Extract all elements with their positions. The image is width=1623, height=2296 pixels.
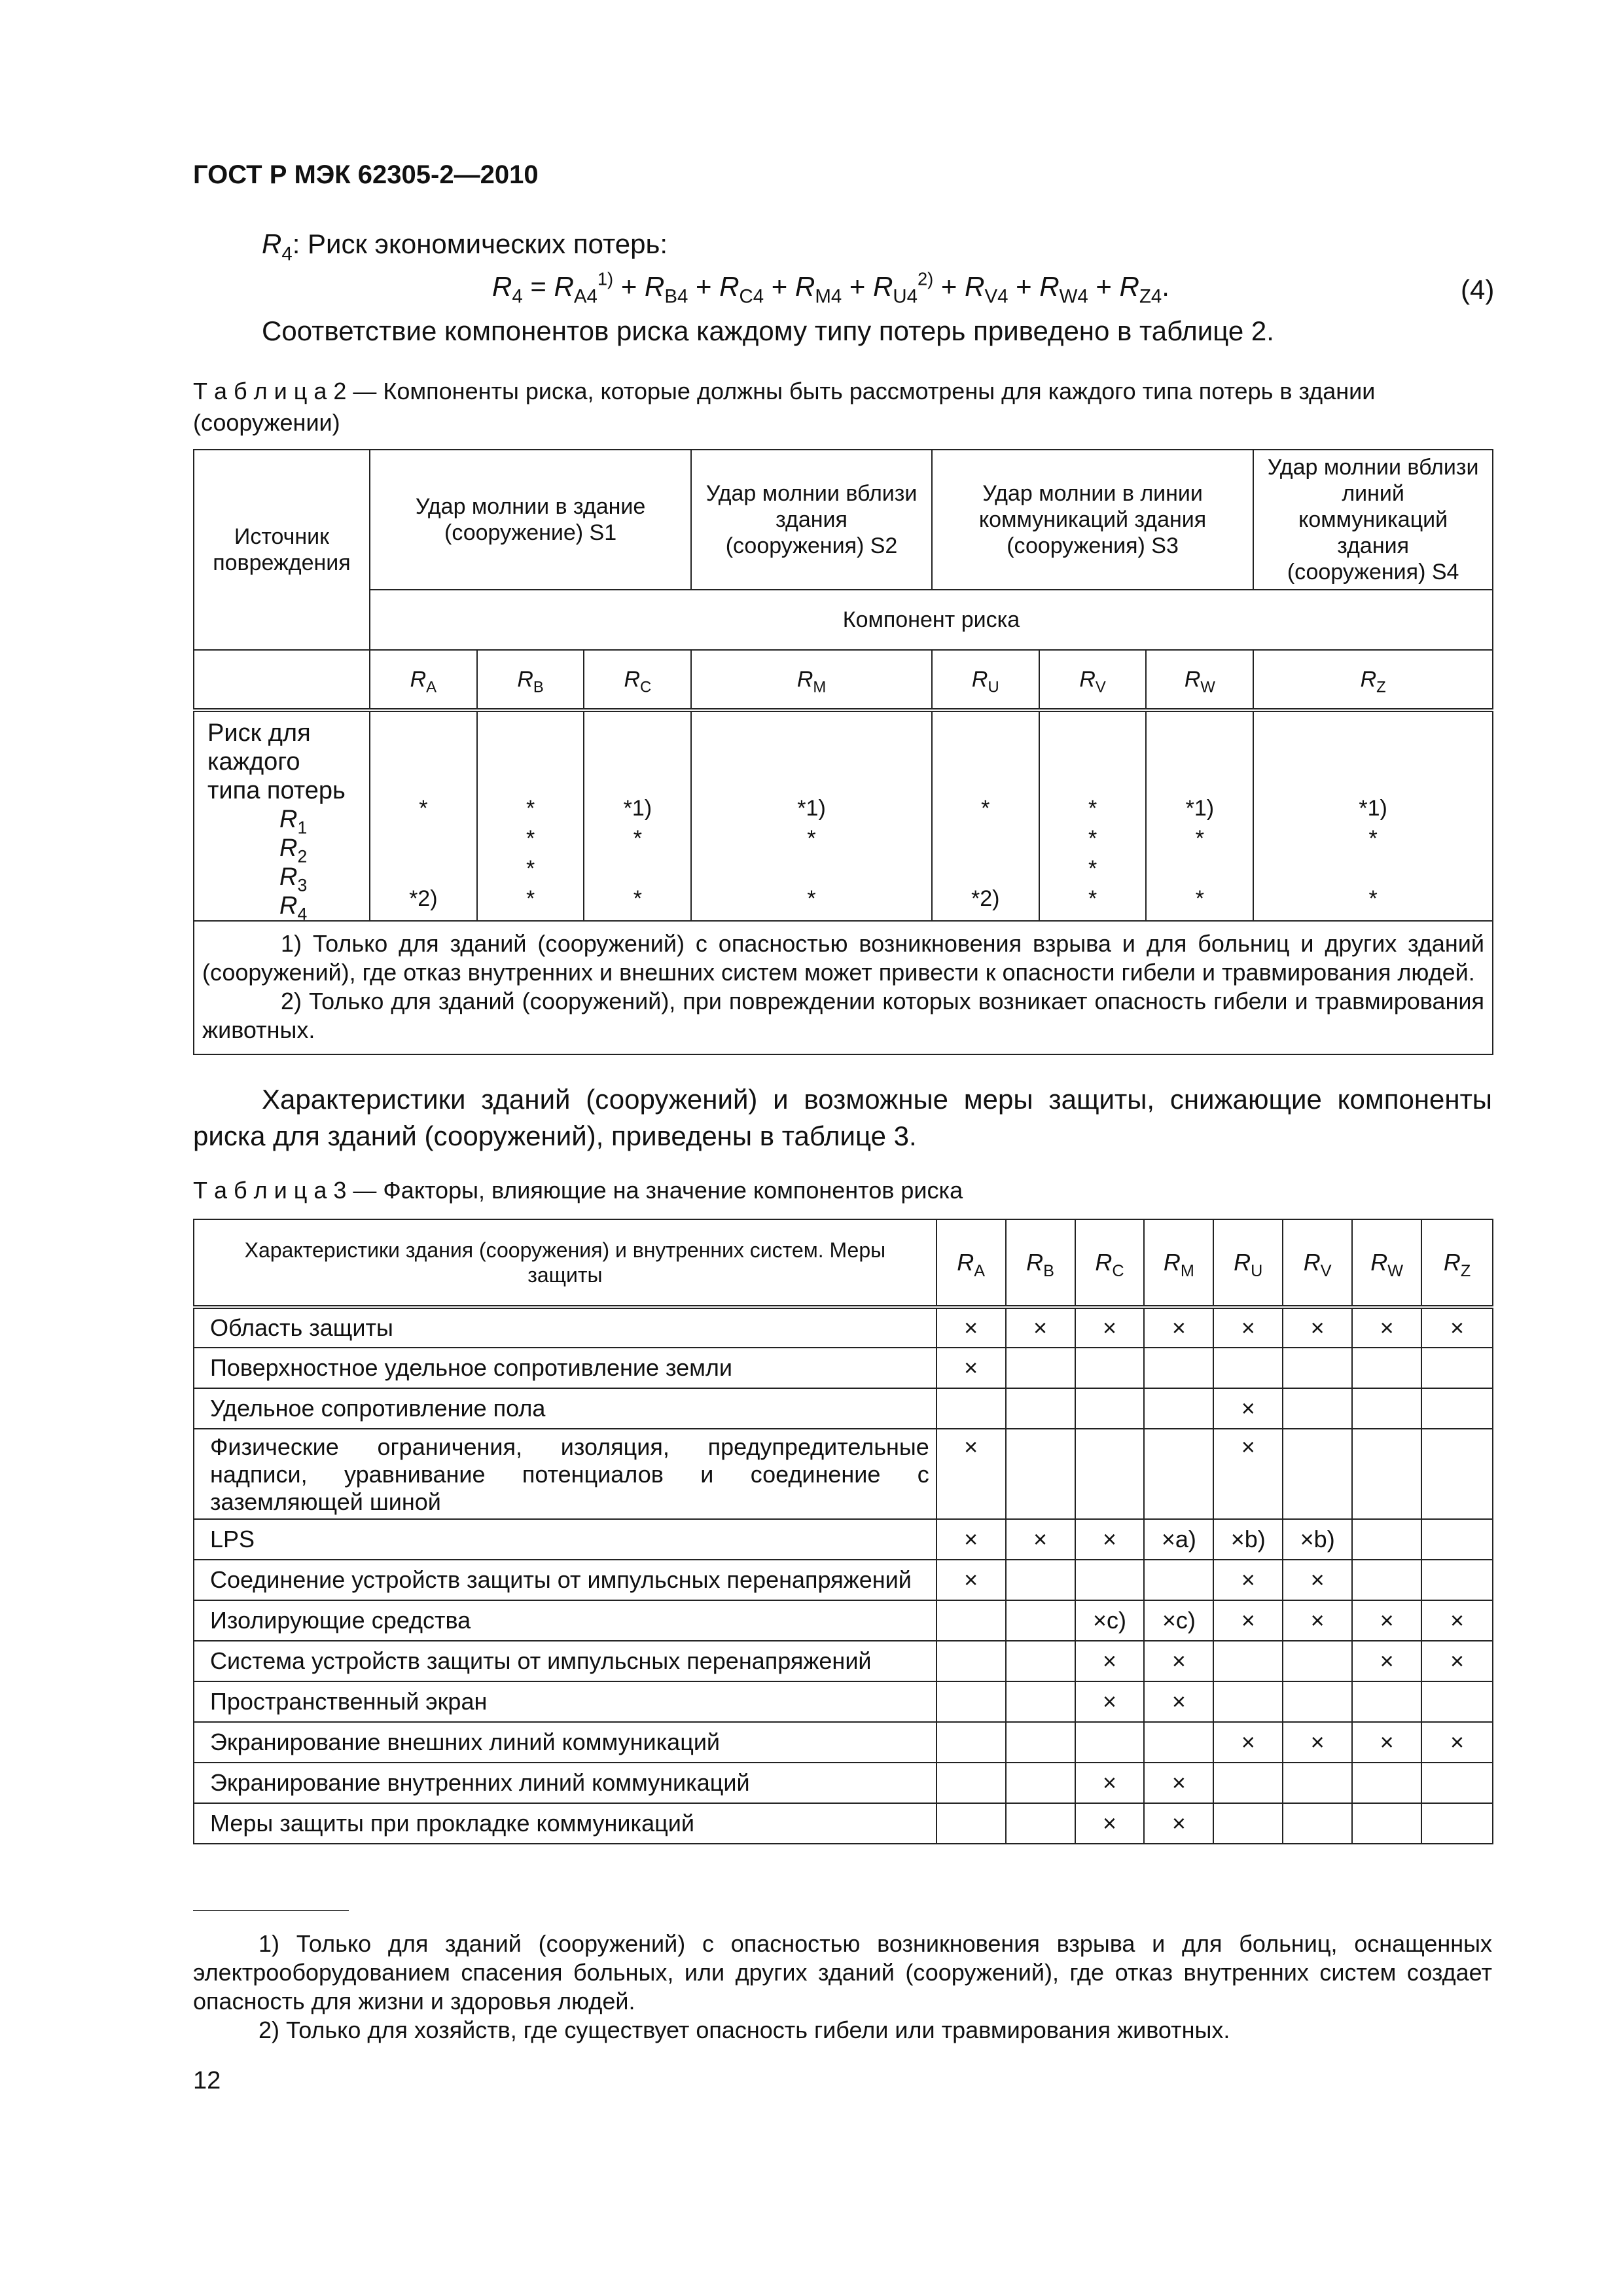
factor-mark [1075, 1560, 1145, 1600]
factor-mark: × [936, 1560, 1006, 1600]
table3-body [194, 1307, 1493, 1844]
factor-mark [1283, 1681, 1352, 1722]
factor-mark: × [1075, 1763, 1145, 1803]
factor-mark [1006, 1600, 1075, 1641]
factor-mark: × [936, 1519, 1006, 1560]
factor-label: Пространственный экран [194, 1681, 936, 1722]
r4-label: $R_4$: Риск экономических потерь: [262, 228, 668, 265]
factor-mark [1421, 1681, 1493, 1722]
marks-rv: * * * * [1039, 710, 1147, 921]
comp-ra: $R_A$ [370, 650, 477, 710]
risk-r2: $R_2$ [279, 834, 308, 867]
footnotes [193, 1929, 1492, 2045]
factor-mark [1213, 1641, 1283, 1681]
table3-caption-text: — Факторы, влияющие на значение компонентов риска [346, 1177, 963, 1204]
factor-mark [1352, 1681, 1421, 1722]
table-row [194, 1763, 1493, 1803]
factor-mark: ×b) [1283, 1519, 1352, 1560]
component-header: Компонент риска [370, 590, 1493, 650]
factor-mark [1213, 1348, 1283, 1388]
table-row [194, 1348, 1493, 1388]
factor-mark: × [1421, 1641, 1493, 1681]
comp-rz: $R_Z$ [1253, 650, 1493, 710]
factor-mark: × [1283, 1307, 1352, 1348]
factor-mark: × [1421, 1307, 1493, 1348]
table2-caption-prefix: Т а б л и ц а 2 [193, 378, 347, 404]
t3-comp-rc: $R_C$ [1075, 1219, 1145, 1307]
t3-comp-rw: $R_W$ [1352, 1219, 1421, 1307]
table-row [194, 1641, 1493, 1681]
factor-mark: × [1352, 1600, 1421, 1641]
factor-mark [1352, 1429, 1421, 1519]
factor-mark: × [1213, 1307, 1283, 1348]
factor-mark [1283, 1348, 1352, 1388]
table-row [194, 1388, 1493, 1429]
source-header: Источник повреждения [194, 450, 370, 650]
comp-rm: $R_M$ [691, 650, 932, 710]
factor-mark [1006, 1348, 1075, 1388]
factor-label: Изолирующие средства [194, 1600, 936, 1641]
marks-rz: *1) * * [1253, 710, 1493, 921]
factor-mark: × [1352, 1641, 1421, 1681]
risk-r4: $R_4$ [279, 892, 308, 924]
factor-mark: × [1006, 1307, 1075, 1348]
factor-label: Экранирование внешних линий коммуникаций [194, 1722, 936, 1763]
factor-mark [1421, 1429, 1493, 1519]
factor-mark [1283, 1388, 1352, 1429]
factor-mark [1421, 1560, 1493, 1600]
table-row [194, 1722, 1493, 1763]
factor-mark [1421, 1519, 1493, 1560]
factor-mark [1075, 1348, 1145, 1388]
comp-ru: $R_U$ [932, 650, 1039, 710]
table-row [194, 1600, 1493, 1641]
document-header: ГОСТ Р МЭК 62305-2—2010 [193, 160, 539, 189]
component-spacer [194, 650, 370, 710]
factor-label: Поверхностное удельное сопротивление земли [194, 1348, 936, 1388]
factor-mark [1352, 1519, 1421, 1560]
factor-mark: × [1213, 1600, 1283, 1641]
table-row [194, 1681, 1493, 1722]
marks-rw: *1) * * [1146, 710, 1253, 921]
factor-mark [1006, 1560, 1075, 1600]
factor-mark: × [936, 1429, 1006, 1519]
comp-rc: $R_C$ [584, 650, 691, 710]
factor-mark: ×c) [1075, 1600, 1145, 1641]
comp-rw: $R_W$ [1146, 650, 1253, 710]
footnote-2: 2) Только для хозяйств, где существует опасность гибели или травмирования животных. [259, 2017, 1230, 2043]
marks-ru: * *2) [932, 710, 1039, 921]
comp-rv: $R_V$ [1039, 650, 1147, 710]
t3-comp-rm: $R_M$ [1144, 1219, 1213, 1307]
s3-header: Удар молнии в линии коммуникаций здания (сооружения) S3 [932, 450, 1253, 590]
table-3 [193, 1219, 1493, 1844]
factor-mark [1421, 1388, 1493, 1429]
factor-mark: × [1144, 1681, 1213, 1722]
table3-caption [193, 1175, 963, 1206]
table-row [194, 1560, 1493, 1600]
factor-mark [1213, 1803, 1283, 1844]
factor-mark [1075, 1429, 1145, 1519]
factor-mark [1075, 1388, 1145, 1429]
factor-mark [936, 1600, 1006, 1641]
r4-equation: $R_4 = R_{A4}^{1)} + R_{B4} + R_{C4} + R_{M4} + R_{U4}^{2)} + R_{V4} + R_{W4} + R_{Z4}$. [492, 268, 1169, 308]
factor-mark [1006, 1429, 1075, 1519]
factor-mark [1006, 1763, 1075, 1803]
factor-label: Физические ограничения, изоляция, предупредительные надписи, уравнивание потенциалов и соединение с заземляющей шиной [194, 1429, 936, 1519]
factor-mark [1006, 1681, 1075, 1722]
table3-caption-prefix: Т а б л и ц а 3 [193, 1177, 347, 1204]
table-row [194, 1429, 1493, 1519]
marks-rm: *1) * * [691, 710, 932, 921]
risk-r1: $R_1$ [279, 806, 308, 838]
factor-label: Система устройств защиты от импульсных перенапряжений [194, 1641, 936, 1681]
intro-paragraph: Характеристики зданий (сооружений) и возможные меры защиты, снижающие компоненты риска для зданий (сооружений), приведены в таблице 3. [193, 1084, 1492, 1151]
factor-mark: × [1352, 1722, 1421, 1763]
factor-mark: × [1144, 1803, 1213, 1844]
s1-header: Удар молнии в здание (сооружение) S1 [370, 450, 691, 590]
factor-mark [1352, 1763, 1421, 1803]
factor-mark: × [1213, 1560, 1283, 1600]
factor-mark: × [1213, 1388, 1283, 1429]
factor-mark [1283, 1763, 1352, 1803]
factor-mark [1213, 1681, 1283, 1722]
factor-mark [1352, 1388, 1421, 1429]
factor-mark: × [1283, 1722, 1352, 1763]
factor-mark [1283, 1429, 1352, 1519]
factor-mark: × [1075, 1681, 1145, 1722]
factor-label: Область защиты [194, 1307, 936, 1348]
risk-header: Риск для каждого типа потерь [207, 719, 346, 804]
factor-mark [1213, 1763, 1283, 1803]
factor-mark [1144, 1560, 1213, 1600]
factor-mark [936, 1803, 1006, 1844]
factor-mark: × [1421, 1722, 1493, 1763]
correspondence-text: Соответствие компонентов риска каждому типу потерь приведено в таблице 2. [262, 315, 1274, 346]
factor-mark [1144, 1348, 1213, 1388]
factor-mark: ×a) [1144, 1519, 1213, 1560]
factor-mark: ×b) [1213, 1519, 1283, 1560]
factor-mark: × [1075, 1519, 1145, 1560]
factor-mark [1283, 1641, 1352, 1681]
s2-header: Удар молнии вблизи здания (сооружения) S2 [691, 450, 932, 590]
factor-mark [1283, 1803, 1352, 1844]
factor-mark [1144, 1388, 1213, 1429]
t3-comp-rb: $R_B$ [1006, 1219, 1075, 1307]
table-row [194, 1307, 1493, 1348]
factor-mark: × [1144, 1307, 1213, 1348]
factor-mark [1421, 1763, 1493, 1803]
factor-mark: × [1213, 1722, 1283, 1763]
t3-comp-rv: $R_V$ [1283, 1219, 1352, 1307]
factor-mark: × [1421, 1600, 1493, 1641]
factor-mark [1006, 1388, 1075, 1429]
factor-mark: × [1144, 1763, 1213, 1803]
factor-mark [1006, 1803, 1075, 1844]
table2-caption-text: — Компоненты риска, которые должны быть рассмотрены для каждого типа потерь в здании (сооружении) [193, 378, 1376, 436]
factor-label: Экранирование внутренних линий коммуникаций [194, 1763, 936, 1803]
factor-mark: × [936, 1348, 1006, 1388]
factor-label: LPS [194, 1519, 936, 1560]
factor-mark [1075, 1722, 1145, 1763]
factor-mark [936, 1763, 1006, 1803]
comp-rb: $R_B$ [477, 650, 584, 710]
marks-ra: * *2) [370, 710, 477, 921]
footnote-separator [193, 1910, 349, 1911]
factor-mark [1352, 1560, 1421, 1600]
table2-notes [194, 921, 1493, 1054]
table2-caption [193, 376, 1492, 439]
factor-mark: × [1213, 1429, 1283, 1519]
factor-mark [936, 1388, 1006, 1429]
table3-header-text: Характеристики здания (сооружения) и внутренних систем. Меры защиты [194, 1219, 936, 1307]
table2-note-2: 2) Только для зданий (сооружений), при повреждении которых возникает опасность гибели и травмирования животных. [202, 988, 1484, 1043]
factor-mark: × [1075, 1307, 1145, 1348]
factor-mark: × [936, 1307, 1006, 1348]
table-2 [193, 449, 1493, 1055]
t3-comp-ra: $R_A$ [936, 1219, 1006, 1307]
factor-mark [1006, 1722, 1075, 1763]
factor-label: Меры защиты при прокладке коммуникаций [194, 1803, 936, 1844]
factor-mark [1006, 1641, 1075, 1681]
factor-mark: × [1006, 1519, 1075, 1560]
risk-r3: $R_3$ [279, 863, 308, 895]
table2-note-1: 1) Только для зданий (сооружений) с опасностью возникновения взрыва и для больниц и других зданий (сооружений), где отказ внутренних и внешних систем может привести к опасности гибели и травмирования людей. [202, 930, 1484, 986]
factor-mark [936, 1641, 1006, 1681]
factor-mark: × [1352, 1307, 1421, 1348]
page-number: 12 [193, 2067, 221, 2094]
factor-mark: × [1075, 1803, 1145, 1844]
factor-mark [1421, 1348, 1493, 1388]
factor-mark [1421, 1803, 1493, 1844]
s4-header: Удар молнии вблизи линий коммуникаций здания (сооружения) S4 [1253, 450, 1493, 590]
factor-mark: × [1283, 1560, 1352, 1600]
factor-mark: ×c) [1144, 1600, 1213, 1641]
factor-label: Соединение устройств защиты от импульсных перенапряжений [194, 1560, 936, 1600]
factor-mark [936, 1722, 1006, 1763]
table-row [194, 1803, 1493, 1844]
factor-label: Удельное сопротивление пола [194, 1388, 936, 1429]
factor-mark: × [1144, 1641, 1213, 1681]
footnote-1: 1) Только для зданий (сооружений) с опасностью возникновения взрыва и для больниц, оснащенных электрооборудованием спасения больных, или других зданий (сооружений), где отказ внутренних систем создает опасность для жизни и здоровья людей. [193, 1930, 1492, 2015]
factor-mark [936, 1681, 1006, 1722]
t3-comp-rz: $R_Z$ [1421, 1219, 1493, 1307]
marks-rb: * * * * [477, 710, 584, 921]
factor-mark: × [1283, 1600, 1352, 1641]
table-row [194, 1519, 1493, 1560]
factor-mark [1352, 1348, 1421, 1388]
marks-rc: *1) * * [584, 710, 691, 921]
risk-labels-cell [194, 710, 370, 924]
factor-mark: × [1075, 1641, 1145, 1681]
factor-mark [1144, 1722, 1213, 1763]
equation-number: (4) [1461, 274, 1495, 305]
factor-mark [1352, 1803, 1421, 1844]
t3-comp-ru: $R_U$ [1213, 1219, 1283, 1307]
factor-mark [1144, 1429, 1213, 1519]
